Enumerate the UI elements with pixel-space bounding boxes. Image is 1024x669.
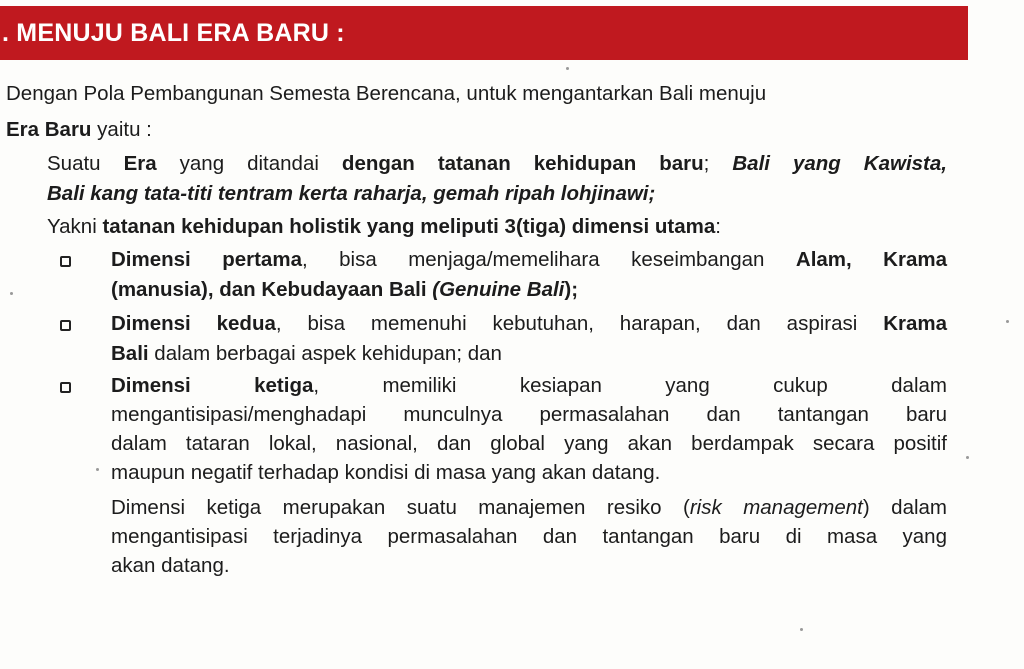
checkbox-bullet-icon xyxy=(60,382,71,393)
scan-speck xyxy=(966,456,969,459)
text: , bisa memenuhi kebutuhan, harapan, dan aspirasi xyxy=(275,312,884,335)
intro-bold: Era Baru xyxy=(6,118,92,141)
bullet-3-line-3 xyxy=(111,430,947,458)
bullet-1-line-1 xyxy=(111,246,947,274)
text-bold: Dimensi kedua xyxy=(111,312,276,335)
text-bold: ); xyxy=(564,278,579,301)
text: Suatu xyxy=(47,152,124,175)
text-bold: Dimensi pertama xyxy=(111,248,302,271)
intro-line-2 xyxy=(6,116,152,144)
note-line-1 xyxy=(111,494,947,522)
text: ; xyxy=(703,152,733,175)
section-title: . MENUJU BALI ERA BARU : xyxy=(2,18,345,47)
text-bold: tatanan kehidupan holistik yang meliputi 3(tiga) dimensi utama xyxy=(102,215,716,238)
text-bold: Era xyxy=(123,152,157,175)
text-bold: dengan tatanan kehidupan baru xyxy=(341,152,704,175)
text-bold: Krama xyxy=(883,312,947,335)
text: mengantisipasi/menghadapi munculnya permasalahan dan tantangan baru xyxy=(111,403,947,426)
text: Yakni xyxy=(47,215,103,238)
text: akan datang. xyxy=(111,554,230,577)
section-header-banner xyxy=(0,6,968,60)
note-line-3 xyxy=(111,552,230,580)
text-bold-italic: Bali kang tata-titi tentram kerta raharja, gemah ripah lohjinawi; xyxy=(47,182,656,205)
text: yang ditandai xyxy=(156,152,342,175)
text: dalam tataran lokal, nasional, dan global yang akan berdampak secara positif xyxy=(111,432,947,455)
definition-line-2 xyxy=(47,180,655,208)
scan-speck xyxy=(800,628,803,631)
text: : xyxy=(715,215,721,238)
text-bold: (manusia), dan Kebudayaan Bali xyxy=(111,278,433,301)
bullet-2-line-2 xyxy=(111,340,502,368)
text-bold-italic: Bali yang Kawista, xyxy=(732,152,947,175)
checkbox-bullet-icon xyxy=(60,256,71,267)
text: Dimensi ketiga merupakan suatu manajemen resiko ( xyxy=(111,496,690,519)
bullet-3-line-1 xyxy=(111,372,947,400)
holistic-line xyxy=(47,213,721,241)
bullet-1-line-2 xyxy=(111,276,578,304)
scan-speck xyxy=(566,67,569,70)
scan-speck xyxy=(96,468,99,471)
text-bold: Alam, Krama xyxy=(795,248,947,271)
scan-speck xyxy=(10,292,13,295)
text: , memiliki kesiapan yang cukup dalam xyxy=(313,374,947,397)
text: ) dalam xyxy=(862,496,947,519)
note-line-2 xyxy=(111,523,947,551)
text: mengantisipasi terjadinya permasalahan dan tantangan baru di masa yang xyxy=(111,525,947,548)
text: dalam berbagai aspek kehidupan; dan xyxy=(148,342,502,365)
intro-line-1 xyxy=(6,80,766,108)
intro-text-2: yaitu : xyxy=(91,118,152,141)
text: maupun negatif terhadap kondisi di masa yang akan datang. xyxy=(111,461,661,484)
text-bold-italic: (Genuine Bali xyxy=(432,278,565,301)
text: , bisa menjaga/memelihara keseimbangan xyxy=(301,248,796,271)
intro-text: Dengan Pola Pembangunan Semesta Berencana, untuk mengantarkan Bali menuju xyxy=(6,82,767,105)
bullet-3-line-2 xyxy=(111,401,947,429)
bullet-2-line-1 xyxy=(111,310,947,338)
text-bold: Dimensi ketiga xyxy=(111,374,314,397)
scan-speck xyxy=(1006,320,1009,323)
definition-line-1 xyxy=(47,150,947,178)
text-italic: risk management xyxy=(689,496,863,519)
text-bold: Bali xyxy=(111,342,149,365)
bullet-3-line-4 xyxy=(111,459,660,487)
checkbox-bullet-icon xyxy=(60,320,71,331)
